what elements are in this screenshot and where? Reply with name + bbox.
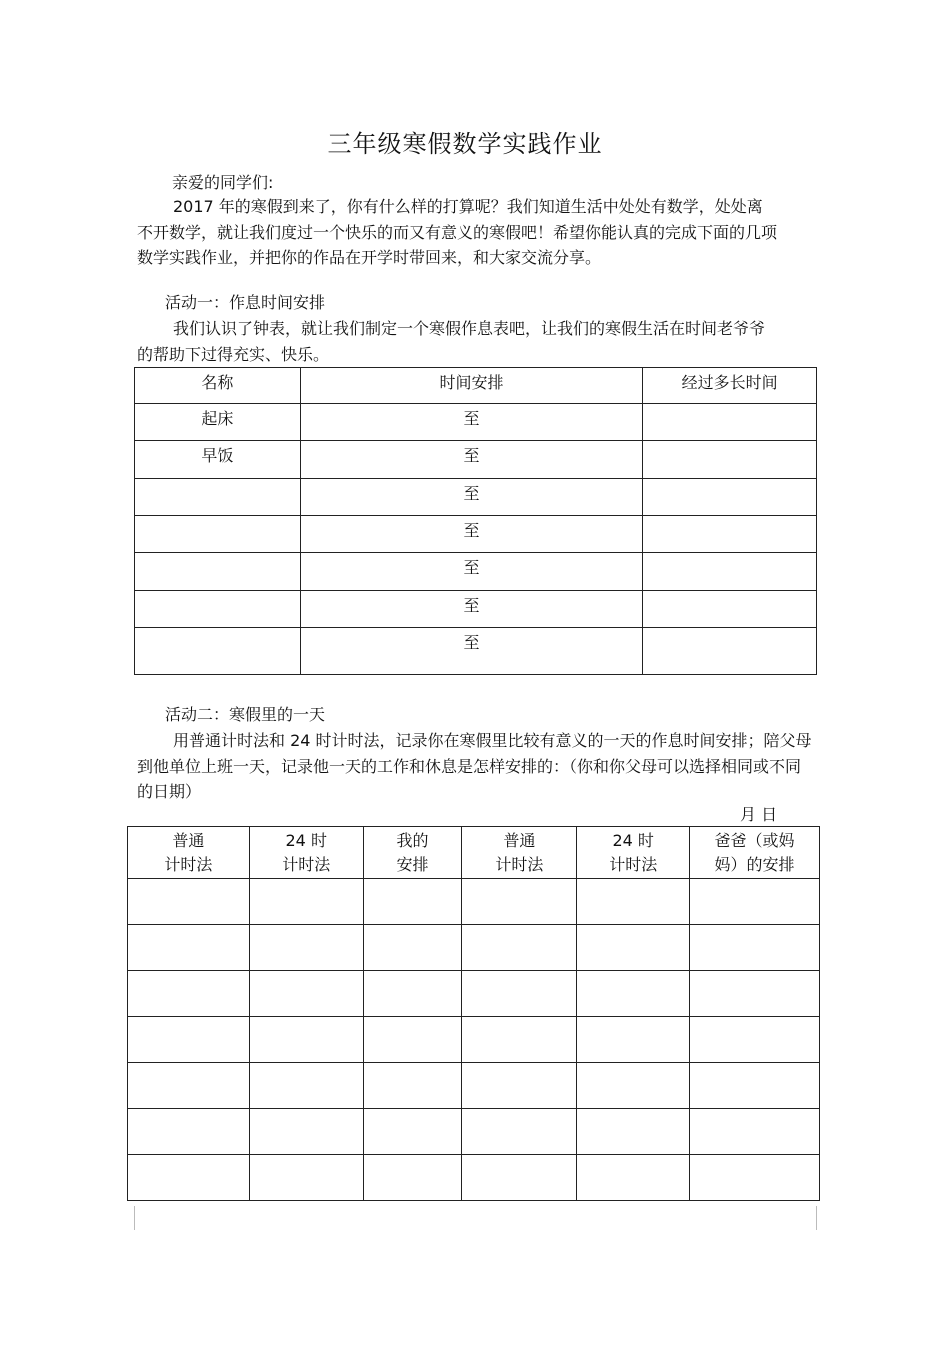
schedule-row xyxy=(135,441,817,479)
schedule-cell-duration[interactable] xyxy=(643,591,817,628)
record-cell[interactable] xyxy=(363,1155,462,1201)
schedule-header-row xyxy=(135,368,817,404)
schedule-row xyxy=(135,628,817,675)
record-cell[interactable] xyxy=(690,1109,820,1155)
activity2-heading: 活动二：寒假里的一天 xyxy=(165,705,326,724)
record-cell[interactable] xyxy=(462,1063,577,1109)
schedule-cell-time: 至 xyxy=(300,628,642,675)
intro-paragraph: 2017 年的寒假到来了，你有什么样的打算呢？我们知道生活中处处有数学，处处离不开数学，就让我们度过一个快乐的而又有意义的寒假吧！希望你能认真的完成下面的几项数学实践作业，并把你的作品在开学时带回来，和大家交流分享。 xyxy=(137,197,778,267)
schedule-cell-name xyxy=(135,628,301,675)
schedule-cell-name xyxy=(135,479,301,516)
record-cell[interactable] xyxy=(128,1155,250,1201)
day-record-table xyxy=(127,826,820,1201)
record-header-line: 我的 xyxy=(396,831,429,850)
schedule-row xyxy=(135,404,817,441)
record-cell[interactable] xyxy=(249,1155,363,1201)
record-cell[interactable] xyxy=(363,1017,462,1063)
record-header-line: 24 时 xyxy=(285,831,327,850)
record-cell[interactable] xyxy=(577,1017,690,1063)
schedule-cell-time: 至 xyxy=(300,591,642,628)
schedule-row xyxy=(135,591,817,628)
record-cell[interactable] xyxy=(462,1155,577,1201)
schedule-cell-time: 至 xyxy=(300,441,642,479)
record-cell[interactable] xyxy=(249,1109,363,1155)
record-header-cell xyxy=(577,827,690,879)
record-cell[interactable] xyxy=(462,1017,577,1063)
record-header-line: 计时法 xyxy=(495,855,544,874)
record-header-line: 计时法 xyxy=(609,855,658,874)
record-cell[interactable] xyxy=(577,1109,690,1155)
record-cell[interactable] xyxy=(249,879,363,925)
schedule-cell-name xyxy=(135,591,301,628)
record-cell[interactable] xyxy=(462,879,577,925)
record-header-line: 24 时 xyxy=(612,831,654,850)
record-header-cell xyxy=(363,827,462,879)
record-cell[interactable] xyxy=(363,1063,462,1109)
record-cell[interactable] xyxy=(577,971,690,1017)
record-cell[interactable] xyxy=(577,925,690,971)
page-continuation-edge xyxy=(134,1206,817,1230)
schedule-row xyxy=(135,479,817,516)
record-cell[interactable] xyxy=(128,971,250,1017)
record-header-cell xyxy=(462,827,577,879)
record-header-line: 普通 xyxy=(172,831,205,850)
record-row xyxy=(128,971,820,1017)
record-cell[interactable] xyxy=(249,1063,363,1109)
record-header-line: 爸爸（或妈 xyxy=(714,831,795,850)
schedule-table xyxy=(134,367,817,675)
activity1-heading: 活动一：作息时间安排 xyxy=(165,293,326,312)
schedule-cell-duration[interactable] xyxy=(643,516,817,553)
schedule-header-cell: 名称 xyxy=(135,368,301,404)
schedule-row xyxy=(135,516,817,553)
schedule-cell-time: 至 xyxy=(300,553,642,591)
schedule-header-cell: 经过多长时间 xyxy=(643,368,817,404)
schedule-cell-name xyxy=(135,553,301,591)
schedule-cell-name: 起床 xyxy=(135,404,301,441)
record-row xyxy=(128,1063,820,1109)
schedule-cell-time: 至 xyxy=(300,516,642,553)
date-label: 月 日 xyxy=(740,805,778,824)
record-row xyxy=(128,1155,820,1201)
schedule-cell-time: 至 xyxy=(300,404,642,441)
schedule-cell-name xyxy=(135,516,301,553)
record-cell[interactable] xyxy=(363,971,462,1017)
record-header-cell xyxy=(690,827,820,879)
activity2-description: 用普通计时法和 24 时计时法，记录你在寒假里比较有意义的一天的作息时间安排；陪父母到他单位上班一天，记录他一天的工作和休息是怎样安排的：（你和你父母可以选择相同或不同的日期） xyxy=(137,731,812,801)
schedule-cell-duration[interactable] xyxy=(643,404,817,441)
record-cell[interactable] xyxy=(690,1063,820,1109)
page-title: 三年级寒假数学实践作业 xyxy=(327,130,603,158)
schedule-cell-duration[interactable] xyxy=(643,553,817,591)
record-row xyxy=(128,879,820,925)
record-cell[interactable] xyxy=(577,879,690,925)
record-cell[interactable] xyxy=(128,925,250,971)
record-cell[interactable] xyxy=(462,1109,577,1155)
schedule-cell-duration[interactable] xyxy=(643,479,817,516)
record-cell[interactable] xyxy=(363,879,462,925)
record-cell[interactable] xyxy=(462,971,577,1017)
record-cell[interactable] xyxy=(462,925,577,971)
record-header-line: 妈）的安排 xyxy=(714,855,795,874)
record-cell[interactable] xyxy=(128,1063,250,1109)
record-cell[interactable] xyxy=(577,1155,690,1201)
record-row xyxy=(128,925,820,971)
record-header-row xyxy=(128,827,820,879)
record-header-line: 安排 xyxy=(396,855,429,874)
schedule-header-cell: 时间安排 xyxy=(300,368,642,404)
schedule-cell-time: 至 xyxy=(300,479,642,516)
record-header-cell xyxy=(128,827,250,879)
record-cell[interactable] xyxy=(690,925,820,971)
record-row xyxy=(128,1017,820,1063)
schedule-cell-duration[interactable] xyxy=(643,441,817,479)
record-header-cell xyxy=(249,827,363,879)
record-header-line: 计时法 xyxy=(164,855,213,874)
record-cell[interactable] xyxy=(128,1017,250,1063)
record-cell[interactable] xyxy=(128,879,250,925)
record-row xyxy=(128,1109,820,1155)
record-cell[interactable] xyxy=(128,1109,250,1155)
record-cell[interactable] xyxy=(690,971,820,1017)
record-header-line: 计时法 xyxy=(282,855,331,874)
record-cell[interactable] xyxy=(363,925,462,971)
schedule-cell-name: 早饭 xyxy=(135,441,301,479)
schedule-cell-duration[interactable] xyxy=(643,628,817,675)
schedule-row xyxy=(135,553,817,591)
activity1-description: 我们认识了钟表，就让我们制定一个寒假作息表吧，让我们的寒假生活在时间老爷爷的帮助下过得充实、快乐。 xyxy=(137,319,766,364)
record-cell[interactable] xyxy=(363,1109,462,1155)
record-cell[interactable] xyxy=(690,1017,820,1063)
record-cell[interactable] xyxy=(690,1155,820,1201)
record-header-line: 普通 xyxy=(503,831,536,850)
record-cell[interactable] xyxy=(577,1063,690,1109)
greeting: 亲爱的同学们: xyxy=(172,173,274,192)
record-cell[interactable] xyxy=(690,879,820,925)
record-cell[interactable] xyxy=(249,925,363,971)
record-cell[interactable] xyxy=(249,971,363,1017)
record-cell[interactable] xyxy=(249,1017,363,1063)
